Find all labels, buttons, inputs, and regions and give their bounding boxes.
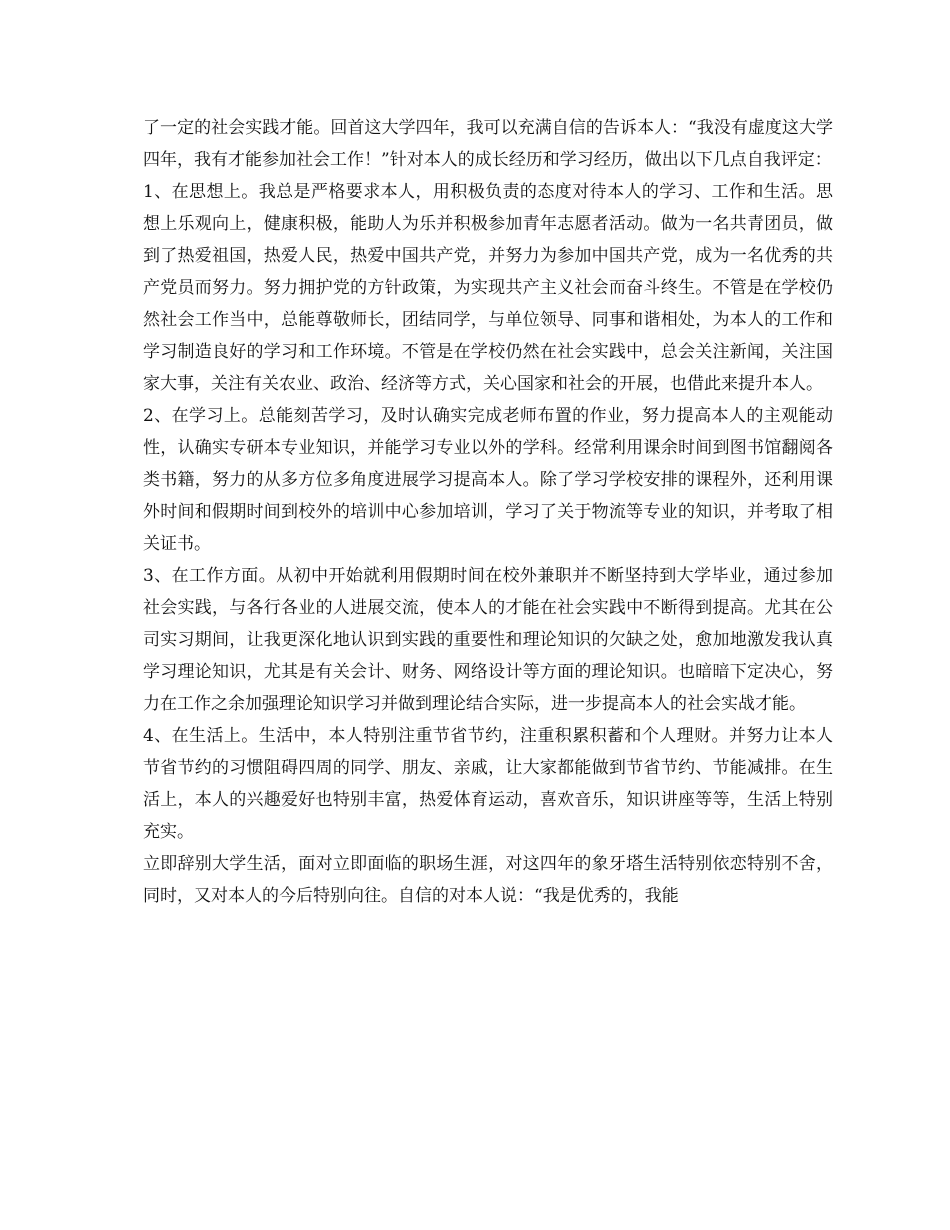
paragraph-work: 3、在工作方面。从初中开始就利用假期时间在校外兼职并不断坚持到大学毕业，通过参加社会实践，与各行各业的人进展交流，使本人的才能在社会实践中不断得到提高。尤其在公司实习期间，让我更深化地认识到实践的重要性和理论知识的欠缺之处，愈加地激发我认真学习理论知识，尤其是有关会计、财务、网络设计等方面的理论知识。也暗暗下定决心，努力在工作之余加强理论知识学习并做到理论结合实际，进一步提高本人的社会实战才能。 (143, 566, 833, 714)
paragraph-study: 2、在学习上。总能刻苦学习，及时认确实完成老师布置的作业，努力提高本人的主观能动性，认确实专研本专业知识，并能学习专业以外的学科。经常利用课余时间到图书馆翻阅各类书籍，努力的从多方位多角度进展学习提高本人。除了学习学校安排的课程外，还利用课外时间和假期时间到校外的培训中心参加培训，学习了关于物流等专业的知识，并考取了相关证书。 (143, 406, 833, 554)
paragraph-intro: 了一定的社会实践才能。回首这大学四年，我可以充满自信的告诉本人：“我没有虚度这大学四年，我有才能参加社会工作！”针对本人的成长经历和学习经历，做出以下几点自我评定： (143, 118, 833, 170)
paragraph-life: 4、在生活上。生活中，本人特别注重节省节约，注重积累积蓄和个人理财。并努力让本人节省节约的习惯阻碍四周的同学、朋友、亲戚，让大家都能做到节省节约、节能减排。在生活上，本人的兴趣爱好也特别丰富，热爱体育运动，喜欢音乐，知识讲座等等，生活上特别充实。 (143, 726, 833, 842)
paragraph-closing: 立即辞别大学生活，面对立即面临的职场生涯，对这四年的象牙塔生活特别依恋特别不舍，同时，又对本人的今后特别向往。自信的对本人说：“我是优秀的，我能 (143, 854, 833, 906)
document-body (143, 112, 833, 912)
paragraph-thought: 1、在思想上。我总是严格要求本人，用积极负责的态度对待本人的学习、工作和生活。思想上乐观向上，健康积极，能助人为乐并积极参加青年志愿者活动。做为一名共青团员，做到了热爱祖国，热爱人民，热爱中国共产党，并努力为参加中国共产党，成为一名优秀的共产党员而努力。努力拥护党的方针政策，为实现共产主义社会而奋斗终生。不管是在学校仍然社会工作当中，总能尊敬师长，团结同学，与单位领导、同事和谐相处，为本人的工作和学习制造良好的学习和工作环境。不管是在学校仍然在社会实践中，总会关注新闻，关注国家大事，关注有关农业、政治、经济等方式，关心国家和社会的开展，也借此来提升本人。 (143, 182, 833, 394)
